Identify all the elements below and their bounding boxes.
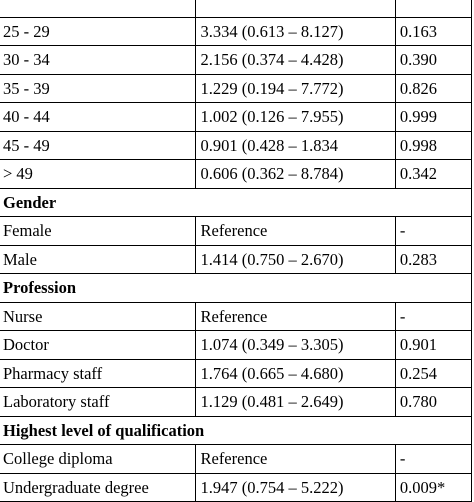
odds-ratio-cell: 0.901 (0.428 – 1.834: [196, 131, 395, 160]
row-label-cell: Male: [0, 245, 196, 274]
table-row: [0, 302, 472, 331]
row-label-cell: [0, 0, 196, 17]
p-value-cell: [395, 0, 471, 17]
table-row: [0, 217, 472, 246]
row-label-cell: > 49: [0, 160, 196, 189]
section-header-row: [0, 416, 472, 445]
p-value-cell: 0.901: [395, 331, 471, 360]
p-value-cell: 0.390: [395, 46, 471, 75]
row-label-cell: Female: [0, 217, 196, 246]
p-value-cell: 0.999: [395, 103, 471, 132]
row-label-cell: Undergraduate degree: [0, 473, 196, 502]
p-value-cell: 0.009*: [395, 473, 471, 502]
table-row: [0, 388, 472, 417]
row-label-cell: 45 - 49: [0, 131, 196, 160]
table-row: [0, 331, 472, 360]
table-row: [0, 0, 472, 17]
table-row: [0, 473, 472, 502]
odds-ratio-cell: 0.606 (0.362 – 8.784): [196, 160, 395, 189]
p-value-cell: -: [395, 302, 471, 331]
odds-ratio-cell: 1.764 (0.665 – 4.680): [196, 359, 395, 388]
odds-ratio-cell: 1.002 (0.126 – 7.955): [196, 103, 395, 132]
p-value-cell: 0.163: [395, 17, 471, 46]
section-heading: Gender: [0, 188, 472, 217]
p-value-cell: 0.283: [395, 245, 471, 274]
row-label-cell: Pharmacy staff: [0, 359, 196, 388]
row-label-cell: College diploma: [0, 445, 196, 474]
row-label-cell: 40 - 44: [0, 103, 196, 132]
odds-ratio-cell: 1.229 (0.194 – 7.772): [196, 74, 395, 103]
row-label-cell: Laboratory staff: [0, 388, 196, 417]
section-header-row: [0, 188, 472, 217]
table-row: [0, 445, 472, 474]
p-value-cell: 0.998: [395, 131, 471, 160]
odds-ratio-cell: 2.156 (0.374 – 4.428): [196, 46, 395, 75]
table-row: [0, 74, 472, 103]
table-row: [0, 103, 472, 132]
odds-ratio-cell: 1.129 (0.481 – 2.649): [196, 388, 395, 417]
odds-ratio-cell: 1.414 (0.750 – 2.670): [196, 245, 395, 274]
section-heading: Profession: [0, 274, 472, 303]
table-row: [0, 160, 472, 189]
table-row: [0, 131, 472, 160]
odds-ratio-cell: 1.074 (0.349 – 3.305): [196, 331, 395, 360]
p-value-cell: 0.342: [395, 160, 471, 189]
row-label-cell: Doctor: [0, 331, 196, 360]
p-value-cell: -: [395, 217, 471, 246]
odds-ratio-cell: [196, 0, 395, 17]
odds-ratio-cell: Reference: [196, 217, 395, 246]
p-value-cell: 0.254: [395, 359, 471, 388]
table-row: [0, 359, 472, 388]
p-value-cell: 0.826: [395, 74, 471, 103]
row-label-cell: Nurse: [0, 302, 196, 331]
odds-ratio-cell: 3.334 (0.613 – 8.127): [196, 17, 395, 46]
table-row: [0, 17, 472, 46]
p-value-cell: 0.780: [395, 388, 471, 417]
odds-ratio-cell: 1.947 (0.754 – 5.222): [196, 473, 395, 502]
table-row: [0, 245, 472, 274]
p-value-cell: -: [395, 445, 471, 474]
row-label-cell: 30 - 34: [0, 46, 196, 75]
table-row: [0, 46, 472, 75]
row-label-cell: 25 - 29: [0, 17, 196, 46]
odds-ratio-cell: Reference: [196, 302, 395, 331]
section-header-row: [0, 274, 472, 303]
row-label-cell: 35 - 39: [0, 74, 196, 103]
section-heading: Highest level of qualification: [0, 416, 472, 445]
odds-ratio-cell: Reference: [196, 445, 395, 474]
